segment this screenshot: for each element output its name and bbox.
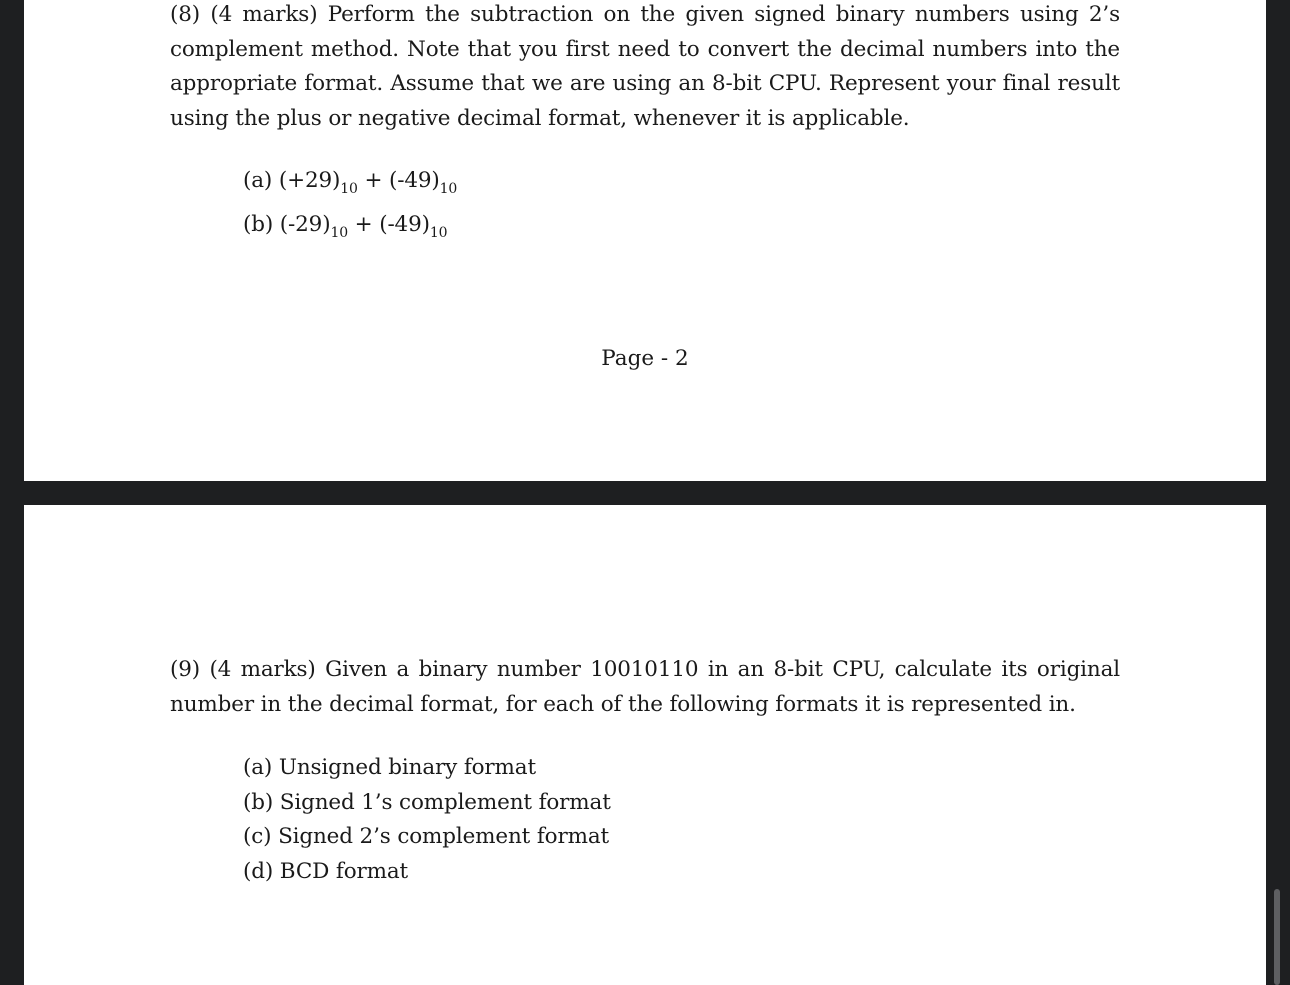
question-text: Given a binary number 10010110 in an 8-bit CPU, calculate its original number in the decimal format, for each of the following formats it is represented in. — [170, 657, 1121, 717]
base-subscript: 10 — [330, 225, 348, 241]
question-number: (9) — [170, 657, 201, 682]
question-marks: (4 marks) — [210, 2, 318, 27]
vertical-scrollbar-thumb[interactable] — [1274, 889, 1280, 985]
list-item — [243, 163, 457, 207]
list-item — [243, 820, 611, 855]
pdf-page-3 — [24, 505, 1266, 985]
operator: + — [364, 168, 383, 193]
question-8-parts — [243, 163, 457, 251]
base-subscript: 10 — [429, 225, 448, 241]
operand-right: (-49) — [389, 168, 440, 193]
question-number: (8) — [170, 2, 201, 27]
part-label: (b) — [243, 789, 274, 815]
part-text: BCD format — [279, 858, 409, 884]
question-9 — [170, 653, 1120, 722]
list-item — [243, 207, 457, 251]
part-text: Signed 1’s complement format — [279, 789, 611, 815]
operand-left: (+29) — [278, 168, 341, 193]
operand-right: (-49) — [379, 212, 430, 237]
operand-left: (-29) — [279, 212, 331, 237]
base-subscript: 10 — [340, 181, 358, 197]
part-text: Unsigned binary format — [278, 755, 536, 780]
part-label: (b) — [243, 212, 274, 237]
operator: + — [354, 212, 373, 237]
part-text: Signed 2’s complement format — [278, 824, 609, 849]
list-item — [243, 786, 611, 821]
list-item — [243, 855, 611, 890]
question-text: Perform the subtraction on the given signed binary numbers using 2’s complement method. Note that you first need to convert the decimal numbers into the appropriate format. Assume that we are using an 8-bit CPU. Represent your final result using the plus or negative decimal format, whenever it is applicable. — [170, 2, 1120, 131]
base-subscript: 10 — [439, 181, 458, 197]
part-label: (a) — [243, 755, 273, 780]
part-label: (c) — [243, 824, 272, 849]
question-8 — [170, 0, 1120, 136]
pdf-page-2 — [24, 0, 1266, 481]
question-9-parts — [243, 751, 611, 889]
question-marks: (4 marks) — [209, 657, 316, 682]
page-number-footer: Page - 2 — [601, 346, 689, 371]
list-item — [243, 751, 611, 786]
part-label: (a) — [243, 168, 273, 193]
part-label: (d) — [243, 858, 274, 884]
